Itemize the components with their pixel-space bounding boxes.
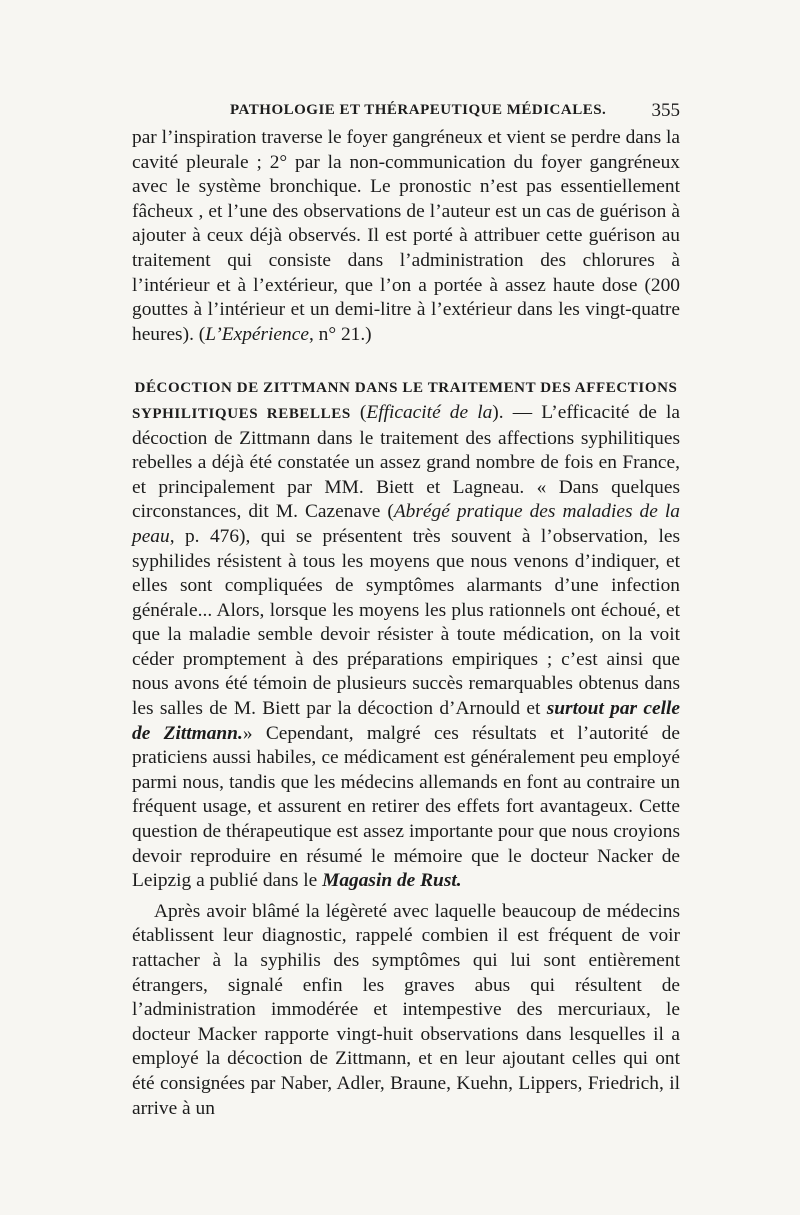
heading-paren-close: ). — <box>492 401 542 423</box>
paragraph-zittmann-text-c: » Cependant, malgré ces résultats et l’autorité de praticiens aussi habiles, ce médicament est généralement peu employé parmi nous, tandis que les médecins allemands en font au contraire un fréquent usage, et assurent en retirer des effets fort avantageux. Cette question de thérapeutique est assez importante pour que nous croyions devoir reproduire en résumé le mémoire que le docteur Nacker de Leipzig a publié dans le <box>132 722 680 892</box>
paragraph-macker: Après avoir blâmé la légèreté avec laquelle beaucoup de médecins établissent leur diagnostic, rappelé combien il est fréquent de voir rattacher à la syphilis des symptômes qui lui sont entièrement étrangers, signalé enfin les graves abus qui résultent de l’administration immodérée et intempestive des mercuriaux, le docteur Macker rapporte vingt-huit observations dans lesquelles il a employé la décoction de Zittmann, et en leur ajoutant celles qui ont été consignées par Naber, Adler, Braune, Kuehn, Lippers, Friedrich, il arrive à un <box>132 900 680 1119</box>
section-heading <box>132 375 680 401</box>
paragraph-zittmann-text-b: , p. 476), qui se présentent très souvent à l’observation, les syphilides résistent à tous les moyens que nous venons d’indiquer, et elles sont compliquées de symptômes alarmants d’une infection générale... Alors, lorsque les moyens les plus rationnels ont échoué, et que la maladie semble devoir résister à toute médication, on la voit céder promptement à des préparations empiriques ; c’est ainsi que nous avons été témoin de plusieurs succès remarquables obtenus dans les salles de M. Biett par la décoction d’Arnould et <box>132 525 680 720</box>
emphasis-zittmann: surtout par celle de Zittmann. <box>132 698 680 744</box>
journal-title: L’Expérience <box>205 323 309 345</box>
section-gap <box>132 347 680 375</box>
magazine-title: Magasin de Rust. <box>322 870 462 892</box>
paragraph-gangrene-end: , n° 21.) <box>308 323 372 345</box>
paragraph-gangrene <box>132 126 680 347</box>
page-number: 355 <box>651 100 680 121</box>
paragraph-zittmann-text-a: L’efficacité de la décoction de Zittmann dans le traitement des affections syphilitiques rebelles a déjà été constatée un assez grand nombre de fois en France, et principalement par MM. Biett et Lagneau. « Dans quelques circonstances, dit M. Cazenave ( <box>132 401 680 523</box>
running-title: PATHOLOGIE ET THÉRAPEUTIQUE MÉDICALES. <box>230 102 607 118</box>
paragraph-gangrene-text: par l’inspiration traverse le foyer gangréneux et vient se perdre dans la cavité pleurale ; 2° par la non-communication du foyer gangréneux avec le système bronchique. Le pronostic n’est pas essentiellement fâcheux , et l’une des observations de l’auteur est un cas de guérison à ajouter à ceux déjà observés. Il est porté à attribuer cette guérison au traitement qui consiste dans l’administration des chlorures à l’intérieur et à l’extérieur, que l’on a portée à assez haute dose (200 gouttes à l’intérieur et un demi-litre à l’extérieur dans les vingt-quatre heures). ( <box>132 127 680 345</box>
section-heading-line2: SYPHILITIQUES REBELLES <box>132 405 351 422</box>
paragraph-zittmann <box>132 401 680 894</box>
body-text <box>132 126 680 1121</box>
section-heading-line1: DÉCOCTION DE ZITTMANN DANS LE TRAITEMENT DES AFFECTIONS <box>134 380 678 397</box>
heading-italic: Efficacité de la <box>366 401 493 423</box>
book-title: Abrégé pratique des maladies de la peau <box>132 501 680 547</box>
page-header <box>132 100 680 124</box>
heading-paren-open: ( <box>350 401 367 423</box>
